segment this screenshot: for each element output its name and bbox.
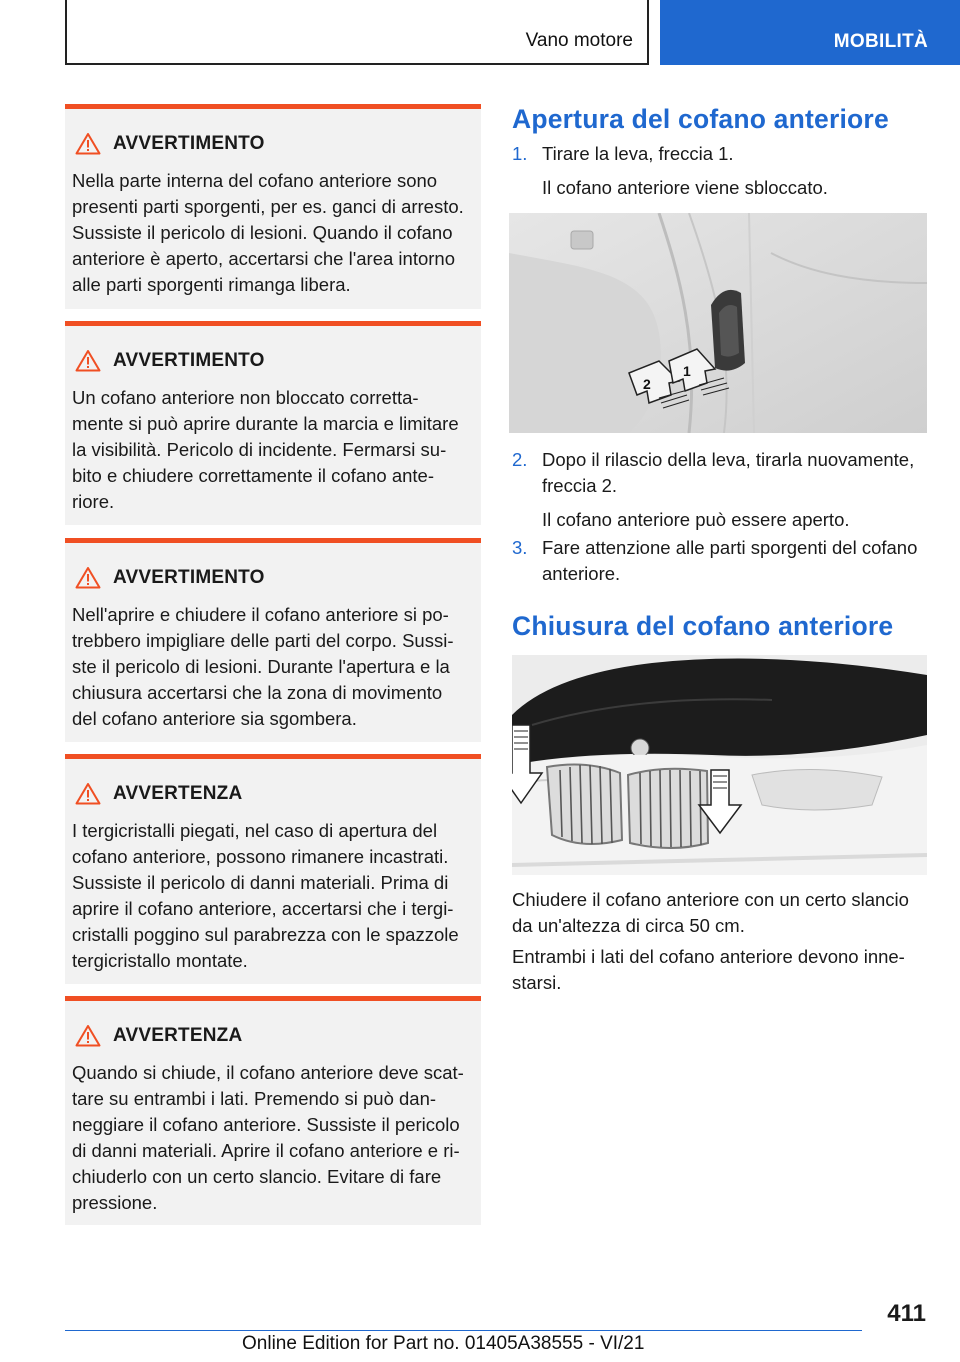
chapter-title: MOBILITÀ [833, 31, 928, 52]
step-3 [512, 535, 932, 587]
step-number: 2. [512, 449, 528, 470]
lever-illustration [509, 213, 927, 433]
warning-triangle-icon [75, 1024, 101, 1047]
step-number: 3. [512, 537, 528, 558]
step-text: Fare attenzione alle parti sporgenti del cofano anteriore. [542, 537, 918, 584]
closing-heading: Chiusura del cofano anteriore [512, 611, 894, 641]
closing-paragraph-2: Entrambi i lati del cofano anteriore devono inne- starsi. [512, 946, 905, 993]
step-note: Il cofano anteriore può essere aperto. [542, 509, 850, 530]
warning-box-1 [65, 104, 481, 309]
step-number: 1. [512, 143, 528, 164]
warning-triangle-icon [75, 132, 101, 155]
arrow-label-2: 2 [643, 376, 651, 392]
warning-box-5 [65, 996, 481, 1225]
step-2 [512, 447, 932, 533]
warning-triangle-icon [75, 782, 101, 805]
warning-text: Nella parte interna del cofano anteriore sono presenti parti sporgenti, per es. ganci di arresto. Sussiste il pericolo di lesioni. Quando il cofano anteriore è aperto, accertarsi che l'area intorno alle parti sporgenti rimanga libera. [72, 170, 464, 295]
header-section-box [65, 0, 649, 65]
arrow-label-1: 1 [683, 363, 691, 379]
footer-edition: Online Edition for Part no. 01405A38555 - VI/21 [242, 1333, 645, 1354]
step-text: Tirare la leva, freccia 1. [542, 143, 734, 164]
warning-triangle-icon [75, 349, 101, 372]
warning-title: AVVERTENZA [113, 783, 243, 804]
step-text: Dopo il rilascio della leva, tirarla nuovamente, freccia 2. [542, 449, 915, 496]
warning-box-3 [65, 538, 481, 742]
warning-box-2 [65, 321, 481, 525]
warning-text: Nell'aprire e chiudere il cofano anteriore si po- trebbero impigliare delle parti del corpo. Sussi- ste il pericolo di lesioni. Durante l'apertura e la chiusura accertarsi che la zona di movimento del cofano anteriore sia sgombera. [72, 604, 454, 729]
warning-text: Quando si chiude, il cofano anteriore deve scat- tare su entrambi i lati. Premendo si può dan- neggiare il cofano anteriore. Sussiste il pericolo di danni materiali. Aprire il cofano anteriore e ri- chiuderlo con un certo slancio. Evitare di fare pressione. [72, 1062, 464, 1213]
opening-heading: Apertura del cofano anteriore [512, 104, 889, 134]
step-note: Il cofano anteriore viene sbloccato. [542, 177, 828, 198]
warning-box-4 [65, 754, 481, 984]
warning-title: AVVERTIMENTO [113, 133, 265, 154]
footer-divider [65, 1330, 862, 1331]
warning-title: AVVERTIMENTO [113, 350, 265, 371]
warning-triangle-icon [75, 566, 101, 589]
chapter-tab [660, 0, 960, 65]
page-number: 411 [887, 1300, 926, 1327]
warning-title: AVVERTIMENTO [113, 567, 265, 588]
warning-text: Un cofano anteriore non bloccato corretta- mente si può aprire durante la marcia e limitare la visibilità. Pericolo di incidente. Fermarsi su- bito e chiudere correttamente il cofano ante- riore. [72, 387, 459, 512]
warning-title: AVVERTENZA [113, 1025, 243, 1046]
car-hood-illustration [512, 655, 927, 875]
warning-text: I tergicristalli piegati, nel caso di apertura del cofano anteriore, possono rimanere incastrati. Sussiste il pericolo di danni materiali. Prima di aprire il cofano anteriore, accertarsi che i tergi- cristalli poggino sul parabrezza con le spazzole tergicristallo montate. [72, 820, 459, 971]
section-title: Vano motore [525, 30, 633, 51]
closing-paragraph-1: Chiudere il cofano anteriore con un certo slancio da un'altezza di circa 50 cm. [512, 889, 909, 936]
step-1 [512, 141, 932, 201]
